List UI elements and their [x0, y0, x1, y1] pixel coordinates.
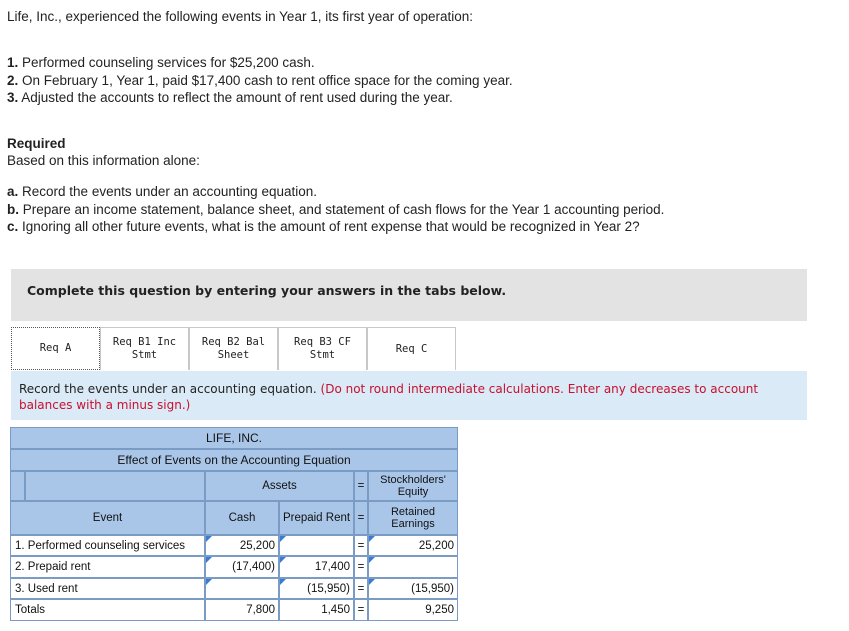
tab-req-b1-inc-stmt[interactable]: Req B1 Inc Stmt: [100, 327, 189, 370]
equals-header-2: =: [354, 501, 368, 535]
row-3-equals: =: [354, 578, 368, 599]
row-3-retained-input[interactable]: (15,950): [368, 578, 458, 599]
tab-req-c[interactable]: Req C: [367, 327, 456, 370]
row-2-cash-input[interactable]: (17,400): [205, 556, 279, 578]
part-b: b. Prepare an income statement, balance sheet, and statement of cash flows for the Year 1 accounting period.: [7, 201, 665, 217]
required-subtitle: Based on this information alone:: [7, 153, 200, 168]
parts-list: [7, 183, 664, 236]
row-1-equals: =: [354, 535, 368, 556]
event-header: Event: [10, 501, 205, 535]
required-heading: Required: [7, 136, 66, 151]
equals-header: =: [354, 471, 368, 501]
tab-req-b3-cf-stmt[interactable]: Req B3 CF Stmt: [278, 327, 367, 370]
tab-req-b2-bal-sheet[interactable]: Req B2 Bal Sheet: [189, 327, 278, 370]
event-2: 2. On February 1, Year 1, paid $17,400 cash to rent office space for the coming year.: [7, 72, 513, 88]
cash-header: Cash: [205, 501, 279, 535]
totals-cash: 7,800: [205, 599, 279, 621]
event-1: 1. Performed counseling services for $25,200 cash.: [7, 55, 315, 70]
complete-banner: [11, 269, 807, 321]
prepaid-rent-header: Prepaid Rent: [279, 501, 354, 535]
row-2-retained-input[interactable]: [368, 556, 458, 578]
header-spacer: [10, 471, 25, 501]
tab-req-a[interactable]: Req A: [11, 327, 100, 370]
row-3-event: 3. Used rent: [10, 578, 205, 599]
event-3: 3. Adjusted the accounts to reflect the amount of rent used during the year.: [7, 90, 453, 105]
part-c: c. Ignoring all other future events, what is the amount of rent expense that would be recognized in Year 2?: [7, 219, 640, 234]
row-3-prepaid-input[interactable]: (15,950): [279, 578, 354, 599]
row-2-equals: =: [354, 556, 368, 578]
row-1-retained-input[interactable]: 25,200: [368, 535, 458, 556]
instruction-main: Record the events under an accounting equation.: [19, 382, 317, 396]
totals-label: Totals: [10, 599, 205, 621]
instruction-panel: [11, 371, 807, 420]
part-a: a. Record the events under an accounting equation.: [7, 184, 317, 199]
retained-earnings-header: Retained Earnings: [368, 501, 458, 535]
intro-text: Life, Inc., experienced the following events in Year 1, its first year of operation:: [7, 9, 474, 24]
accounting-equation-table: [10, 427, 458, 621]
company-name: LIFE, INC.: [10, 427, 458, 449]
instruction-note: (Do not round intermediate calculations. Enter any decreases to account balances with a minus sign.): [19, 382, 759, 412]
header-blank: [25, 471, 205, 501]
totals-prepaid: 1,450: [279, 599, 354, 621]
assets-header: Assets: [205, 471, 354, 501]
row-2-prepaid-input[interactable]: 17,400: [279, 556, 354, 578]
events-list: [7, 54, 513, 107]
totals-equals: =: [354, 599, 368, 621]
totals-retained: 9,250: [368, 599, 458, 621]
row-1-event: 1. Performed counseling services: [10, 535, 205, 556]
row-3-cash-input[interactable]: [205, 578, 279, 599]
complete-banner-text: Complete this question by entering your answers in the tabs below.: [27, 283, 507, 298]
table-title: Effect of Events on the Accounting Equation: [10, 449, 458, 471]
row-1-prepaid-input[interactable]: [279, 535, 354, 556]
stockholders-equity-header: Stockholders' Equity: [368, 471, 458, 501]
row-2-event: 2. Prepaid rent: [10, 556, 205, 578]
row-1-cash-input[interactable]: 25,200: [205, 535, 279, 556]
